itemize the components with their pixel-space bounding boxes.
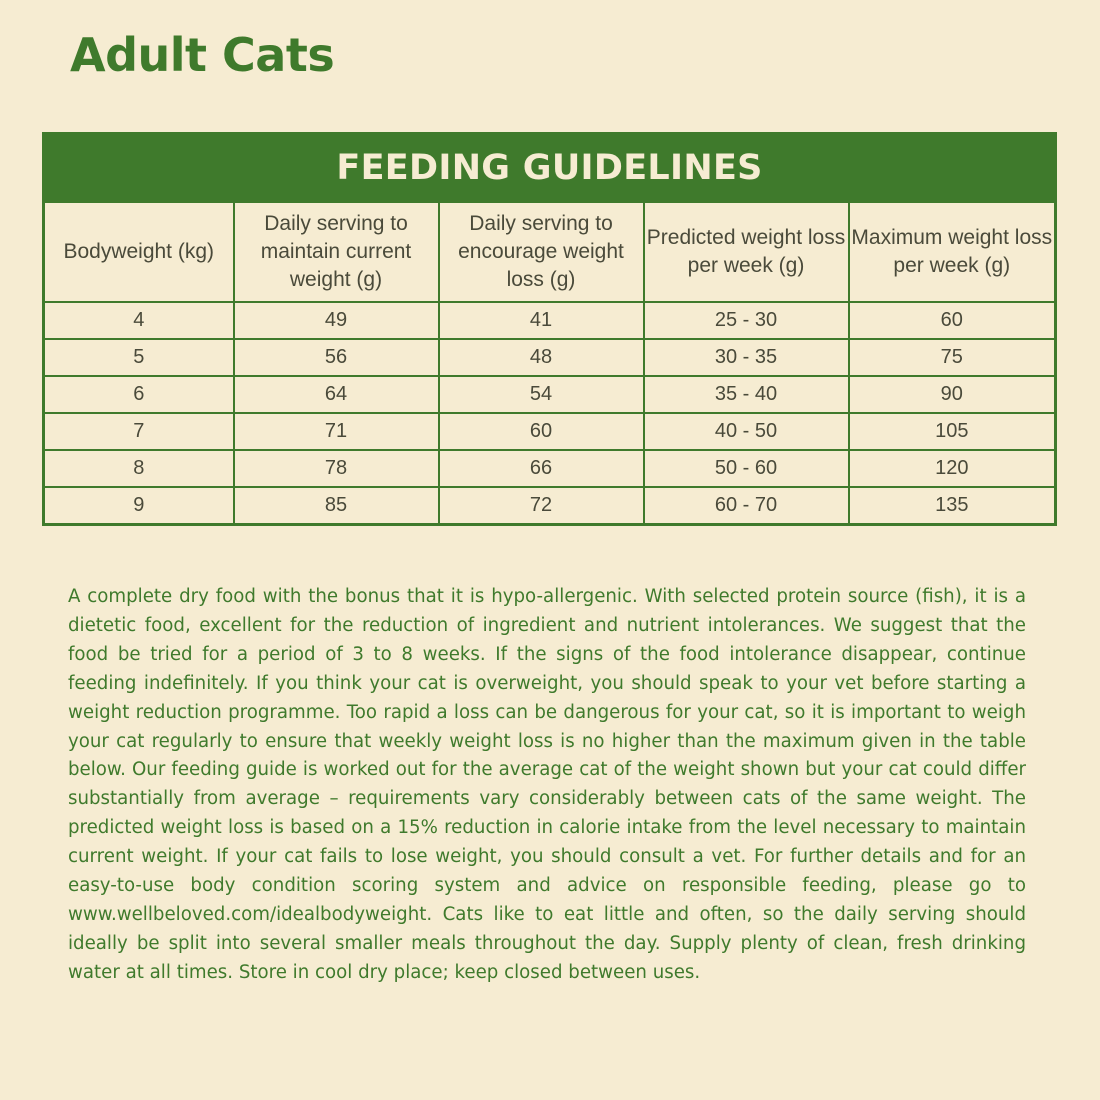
- feeding-guidelines-table: [42, 132, 1057, 526]
- table-cell: 30 - 35: [644, 339, 849, 376]
- table-cell: 71: [234, 413, 439, 450]
- table-heading: FEEDING GUIDELINES: [44, 134, 1056, 203]
- table-row: [44, 339, 1056, 376]
- table-row: [44, 376, 1056, 413]
- table-cell: 54: [439, 376, 644, 413]
- table-cell: 85: [234, 487, 439, 525]
- table-cell: 41: [439, 302, 644, 339]
- table-cell: 49: [234, 302, 439, 339]
- table-cell: 48: [439, 339, 644, 376]
- column-header-maintain-serving: Daily serving to maintain current weight (g): [234, 202, 439, 302]
- table-cell: 60: [439, 413, 644, 450]
- table-cell: 6: [44, 376, 234, 413]
- table-cell: 25 - 30: [644, 302, 849, 339]
- table-cell: 4: [44, 302, 234, 339]
- table-cell: 60: [849, 302, 1056, 339]
- column-header-bodyweight: Bodyweight (kg): [44, 202, 234, 302]
- column-header-maximum-loss: Maximum weight loss per week (g): [849, 202, 1056, 302]
- page-title: Adult Cats: [70, 28, 335, 82]
- table-cell: 35 - 40: [644, 376, 849, 413]
- table-cell: 90: [849, 376, 1056, 413]
- table-cell: 40 - 50: [644, 413, 849, 450]
- table-header-row: [44, 202, 1056, 302]
- column-header-weight-loss-serving: Daily serving to encourage weight loss (g): [439, 202, 644, 302]
- table-row: [44, 302, 1056, 339]
- table-cell: 135: [849, 487, 1056, 525]
- table-cell: 9: [44, 487, 234, 525]
- table-cell: 75: [849, 339, 1056, 376]
- table-cell: 7: [44, 413, 234, 450]
- table-row: [44, 450, 1056, 487]
- table-cell: 56: [234, 339, 439, 376]
- table-cell: 60 - 70: [644, 487, 849, 525]
- table-row: [44, 413, 1056, 450]
- table-cell: 5: [44, 339, 234, 376]
- table-banner-row: [44, 134, 1056, 203]
- table-row: [44, 487, 1056, 525]
- table-cell: 66: [439, 450, 644, 487]
- table-cell: 105: [849, 413, 1056, 450]
- table-cell: 120: [849, 450, 1056, 487]
- product-description: A complete dry food with the bonus that it is hypo-allergenic. With selected protein source (fish), it is a dietetic food, excellent for the reduction of ingredient and nutrient intolerances. We suggest that the food be tried for a period of 3 to 8 weeks. If the signs of the food intolerance disappear, continue feeding indefinitely. If you think your cat is overweight, you should speak to your vet before starting a weight reduction programme. Too rapid a loss can be dangerous for your cat, so it is important to weigh your cat regularly to ensure that weekly weight loss is no higher than the maximum given in the table below. Our feeding guide is worked out for the average cat of the weight shown but your cat could differ substantially from average – requirements vary considerably between cats of the same weight. The predicted weight loss is based on a 15% reduction in calorie intake from the level necessary to maintain current weight. If your cat fails to lose weight, you should consult a vet. For further details and for an easy-to-use body condition scoring system and advice on responsible feeding, please go to www.wellbeloved.com/idealbodyweight. Cats like to eat little and often, so the daily serving should ideally be split into several smaller meals throughout the day. Supply plenty of clean, fresh drinking water at all times. Store in cool dry place; keep closed between uses.: [68, 586, 1026, 983]
- table-cell: 50 - 60: [644, 450, 849, 487]
- column-header-predicted-loss: Predicted weight loss per week (g): [644, 202, 849, 302]
- table-cell: 64: [234, 376, 439, 413]
- table-cell: 72: [439, 487, 644, 525]
- table-cell: 78: [234, 450, 439, 487]
- table-cell: 8: [44, 450, 234, 487]
